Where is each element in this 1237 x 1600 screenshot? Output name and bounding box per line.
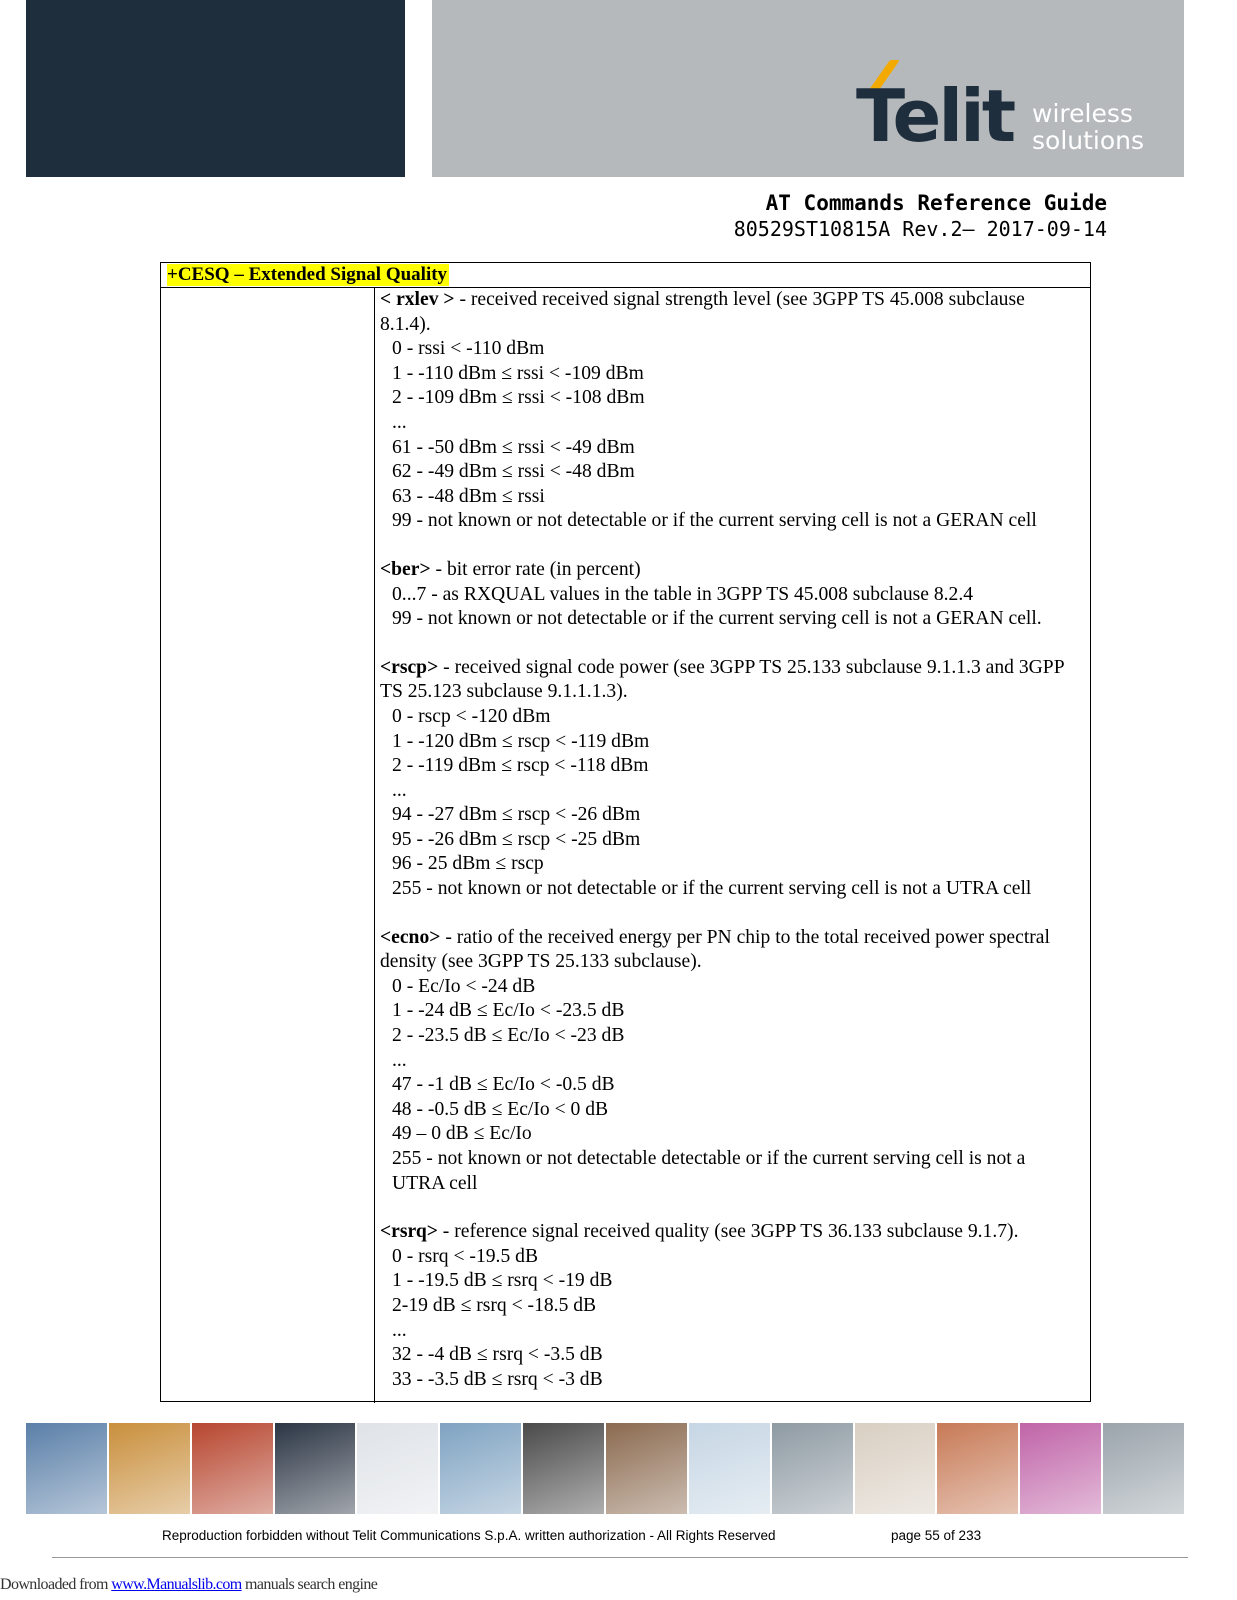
parameter-value: 1 - -110 dBm ≤ rssi < -109 dBm <box>392 362 644 384</box>
parameter-desc-text: - bit error rate (in percent) <box>430 558 641 580</box>
parameter-desc-text: - received signal code power (see 3GPP TS 25.133 subclause 9.1.1.3 and 3GPP TS 25.123 subclause 9.1.1.1.3). <box>380 656 1064 703</box>
parameter-value: 0 - Ec/Io < -24 dB <box>392 975 536 997</box>
parameter-value: 61 - -50 dBm ≤ rssi < -49 dBm <box>392 436 635 458</box>
column-divider <box>374 287 375 1403</box>
photo-train <box>192 1423 273 1514</box>
photo-highway <box>26 1423 107 1514</box>
parameter-name: <rsrq> <box>380 1221 438 1243</box>
parameter-name: <ecno> <box>380 926 441 948</box>
download-prefix: Downloaded from <box>0 1576 112 1593</box>
parameter-name: <rscp> <box>380 656 439 678</box>
parameter-value: 99 - not known or not detectable or if the current serving cell is not a GERAN cell. <box>392 608 1042 630</box>
download-notice <box>0 1576 377 1594</box>
parameter-name: <ber> <box>380 558 431 580</box>
parameter-description <box>380 926 1080 975</box>
parameter-value: 0 - rscp < -120 dBm <box>392 705 551 727</box>
logo-wordmark: Telit <box>856 74 1014 158</box>
page-number: page 55 of 233 <box>891 1528 982 1543</box>
parameter-value: 0 - rssi < -110 dBm <box>392 338 545 360</box>
paragraph-gap <box>380 632 1080 656</box>
manualslib-link[interactable]: www.Manualslib.com <box>111 1576 242 1593</box>
photo-interior <box>855 1423 936 1514</box>
parameter-value: 2 - -23.5 dB ≤ Ec/Io < -23 dB <box>392 1025 625 1047</box>
parameter-value: 99 - not known or not detectable or if the current serving cell is not a GERAN cell <box>392 510 1037 532</box>
photo-security-camera <box>1103 1423 1184 1514</box>
paragraph-gap <box>380 1196 1080 1220</box>
photo-cyclist <box>440 1423 521 1514</box>
photo-meters <box>772 1423 853 1514</box>
parameter-value: 2 - -119 dBm ≤ rscp < -118 dBm <box>392 755 649 777</box>
parameter-name: < rxlev > <box>380 289 455 310</box>
photo-keyboard <box>357 1423 438 1514</box>
parameter-value: 94 - -27 dBm ≤ rscp < -26 dBm <box>392 804 641 826</box>
document-title: AT Commands Reference Guide <box>765 191 1107 215</box>
parameter-value: 2 - -109 dBm ≤ rssi < -108 dBm <box>392 387 645 409</box>
parameter-value: 96 - 25 dBm ≤ rscp <box>392 853 544 875</box>
footer-rule <box>52 1557 1188 1558</box>
parameter-value: 48 - -0.5 dB ≤ Ec/Io < 0 dB <box>392 1098 609 1120</box>
photo-card-reader <box>523 1423 604 1514</box>
photo-escalator <box>937 1423 1018 1514</box>
parameter-value: 1 - -24 dB ≤ Ec/Io < -23.5 dB <box>392 1000 625 1022</box>
photo-clock-display <box>275 1423 356 1514</box>
parameter-value: 33 - -3.5 dB ≤ rsrq < -3 dB <box>392 1368 603 1390</box>
parameter-value: 47 - -1 dB ≤ Ec/Io < -0.5 dB <box>392 1074 615 1096</box>
parameter-value: ... <box>392 1319 407 1341</box>
document-title-block <box>734 190 1107 242</box>
photo-vending-machine <box>606 1423 687 1514</box>
download-suffix: manuals search engine <box>241 1576 378 1593</box>
parameter-description <box>380 558 1080 583</box>
parameter-value: 32 - -4 dB ≤ rsrq < -3.5 dB <box>392 1344 603 1366</box>
parameter-value: 49 – 0 dB ≤ Ec/Io <box>392 1123 532 1145</box>
section-header: +CESQ – Extended Signal Quality <box>167 264 448 285</box>
parameter-value: 0 - rsrq < -19.5 dB <box>392 1245 539 1267</box>
logo-tagline <box>1032 100 1144 154</box>
parameter-value: ... <box>392 1049 407 1071</box>
paragraph-gap <box>380 534 1080 558</box>
parameter-description <box>380 656 1080 705</box>
parameter-value: 1 - -120 dBm ≤ rscp < -119 dBm <box>392 730 650 752</box>
parameter-desc-text: - received received signal strength level (see 3GPP TS 45.008 subclause 8.1.4). <box>380 289 1025 335</box>
photo-phone-booth <box>109 1423 190 1514</box>
parameter-list <box>380 288 1080 1392</box>
parameter-value: ... <box>392 779 407 801</box>
parameter-value: 63 - -48 dBm ≤ rssi <box>392 485 545 507</box>
parameter-description <box>380 288 1080 337</box>
photo-wind-turbines <box>689 1423 770 1514</box>
parameter-value: 255 - not known or not detectable detectable or if the current serving cell is not a UTRA cell <box>392 1148 1026 1194</box>
parameter-value: 2-19 dB ≤ rsrq < -18.5 dB <box>392 1294 597 1316</box>
command-table-header <box>161 263 1090 288</box>
document-number: 80529ST10815A Rev.2– 2017-09-14 <box>733 217 1107 241</box>
logo-tagline-line-1: wireless <box>1032 99 1133 128</box>
parameter-value: 255 - not known or not detectable or if the current serving cell is not a UTRA cell <box>392 878 1032 900</box>
copyright-notice: Reproduction forbidden without Telit Communications S.p.A. written authorization - All Rights Reserved <box>162 1528 776 1543</box>
parameter-value: 95 - -26 dBm ≤ rscp < -25 dBm <box>392 828 641 850</box>
parameter-desc-text: - reference signal received quality (see 3GPP TS 36.133 subclause 9.1.7). <box>437 1221 1019 1243</box>
footer-photo-strip <box>26 1423 1184 1514</box>
parameter-value: 62 - -49 dBm ≤ rssi < -48 dBm <box>392 461 635 483</box>
parameter-value: 1 - -19.5 dB ≤ rsrq < -19 dB <box>392 1270 613 1292</box>
logo-tagline-line-2: solutions <box>1032 126 1145 155</box>
parameter-desc-text: - ratio of the received energy per PN chip to the total received power spectral density (see 3GPP TS 25.133 subclause). <box>380 926 1050 973</box>
parameter-value: ... <box>392 411 407 433</box>
parameter-description <box>380 1220 1080 1245</box>
paragraph-gap <box>380 902 1080 926</box>
header-banner-dark <box>26 0 405 177</box>
parameter-value: 0...7 - as RXQUAL values in the table in 3GPP TS 45.008 subclause 8.2.4 <box>392 583 974 605</box>
photo-shelves <box>1020 1423 1101 1514</box>
